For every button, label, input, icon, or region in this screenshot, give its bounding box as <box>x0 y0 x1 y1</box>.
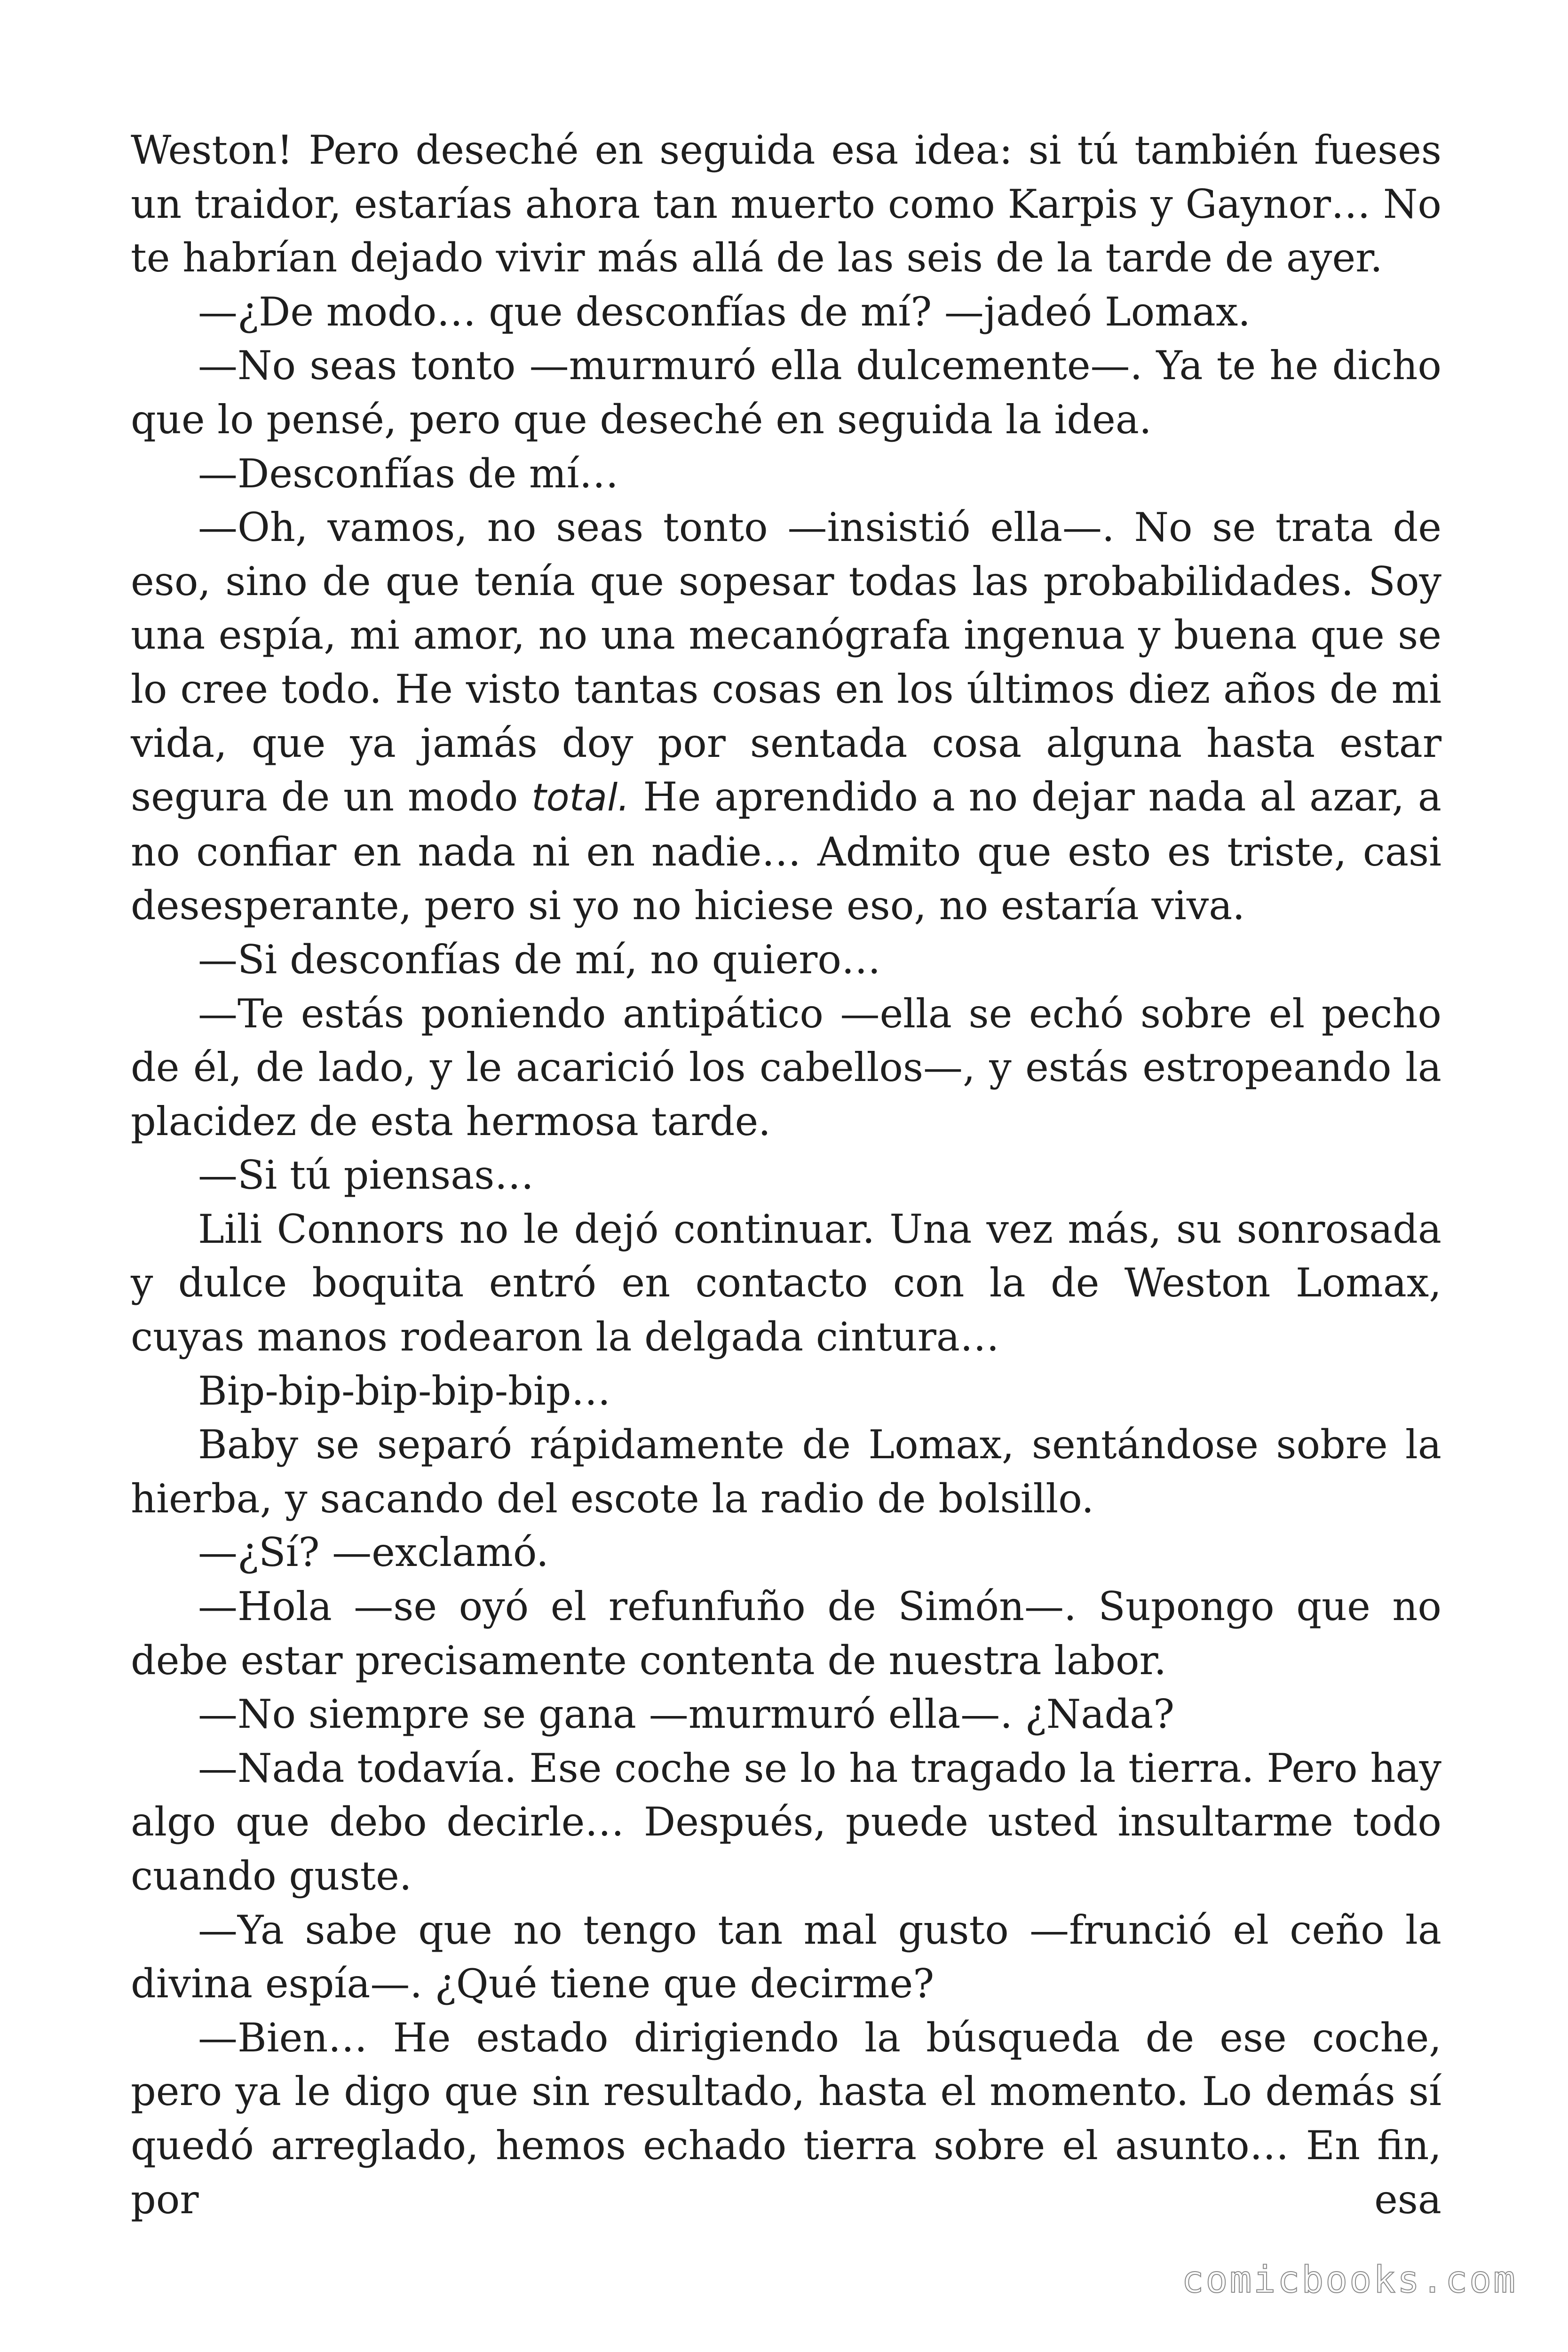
paragraph: —¿Sí? —exclamó. <box>198 1529 549 1576</box>
paragraph: Bip-bip-bip-bip-bip… <box>198 1367 611 1414</box>
paragraph: —No siempre se gana —murmuró ella—. ¿Nada? <box>198 1691 1175 1738</box>
watermark: comicbooks.com <box>1181 2259 1517 2301</box>
paragraph: —Si desconfías de mí, no quiero… <box>198 936 881 983</box>
body-text <box>131 123 1441 2226</box>
paragraph: Baby se separó rápidamente de Lomax, sentándose sobre la hierba, y sacando del escote la radio de bolsillo. <box>131 1422 1441 1522</box>
paragraph: Lili Connors no le dejó continuar. Una vez más, su sonrosada y dulce boquita entró en contacto con la de Weston Lomax, cuyas manos rodearon la delgada cintura… <box>131 1206 1441 1360</box>
paragraph: —No seas tonto —murmuró ella dulcemente—. Ya te he dicho que lo pensé, pero que deseché en seguida la idea. <box>131 342 1441 443</box>
paragraph-text: He aprendido a no dejar nada al azar, a no confiar en nada ni en nadie… Admito que esto es triste, casi desesperante, pero si yo no hiciese eso, no estaría viva. <box>131 774 1441 929</box>
paragraph: —Hola —se oyó el refunfuño de Simón—. Supongo que no debe estar precisamente contenta de nuestra labor. <box>131 1583 1441 1684</box>
paragraph: —Si tú piensas… <box>198 1152 534 1199</box>
paragraph: —Bien… He estado dirigiendo la búsqueda de ese coche, pero ya le digo que sin resultado, hasta el momento. Lo demás sí quedó arreglado, hemos echado tierra sobre el asunto… En fin, por esa <box>131 2014 1441 2223</box>
paragraph: —Te estás poniendo antipático —ella se echó sobre el pecho de él, de lado, y le acarició los cabellos—, y estás estropeando la placidez de esta hermosa tarde. <box>131 990 1441 1144</box>
paragraph: —Nada todavía. Ese coche se lo ha tragado la tierra. Pero hay algo que debo decirle… Después, puede usted insultarme todo cuando guste. <box>131 1745 1441 1899</box>
paragraph-text: —Oh, vamos, no seas tonto —insistió ella—. No se trata de eso, sino de que tenía que sopesar todas las probabilidades. Soy una espía, mi amor, no una mecanógrafa ingenua y buena que se lo cree todo. He visto tantas cosas en los últimos diez años de mi vida, que ya jamás doy por sentada cosa alguna hasta estar segura de un modo <box>131 504 1441 820</box>
paragraph: Weston! Pero deseché en seguida esa idea: si tú también fueses un traidor, estarías ahora tan muerto como Karpis y Gaynor… No te habrían dejado vivir más allá de las seis de la tarde de ayer. <box>131 127 1441 281</box>
paragraph: —Desconfías de mí… <box>198 450 619 497</box>
emphasized-word: total. <box>531 776 630 820</box>
paragraph: —Ya sabe que no tengo tan mal gusto —frunció el ceño la divina espía—. ¿Qué tiene que decirme? <box>131 1907 1441 2007</box>
paragraph-with-emphasis <box>131 501 1441 933</box>
paragraph: —¿De modo… que desconfías de mí? —jadeó Lomax. <box>198 288 1251 335</box>
